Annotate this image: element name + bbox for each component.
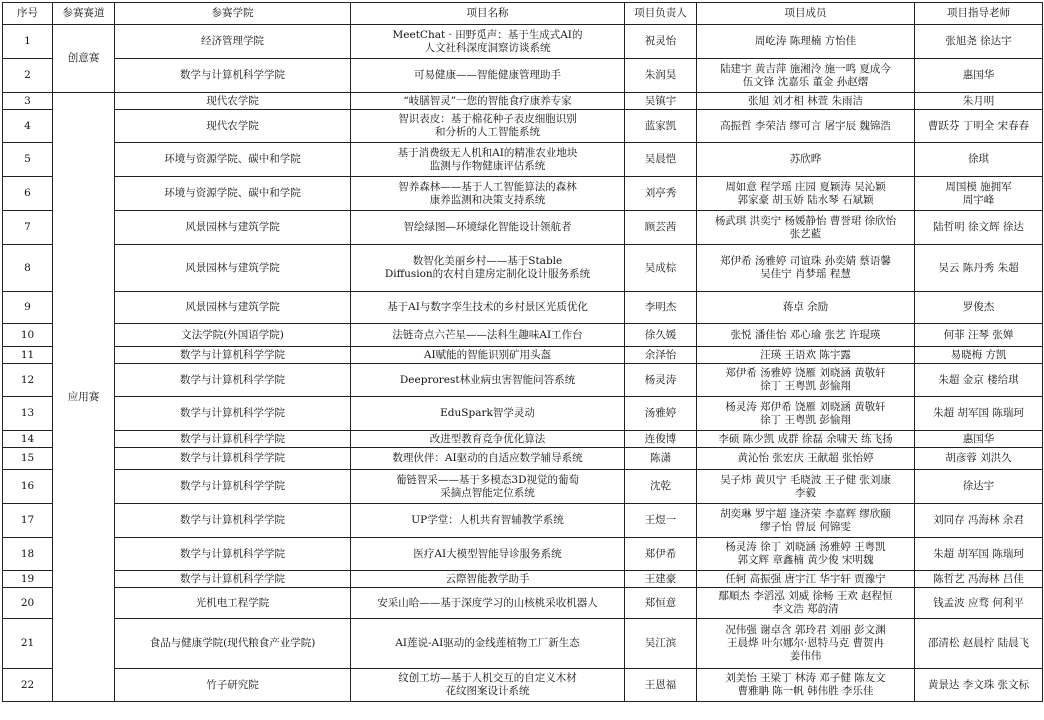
cell-no: 20 bbox=[3, 588, 53, 619]
table-row bbox=[3, 504, 1043, 538]
cell-no: 17 bbox=[3, 504, 53, 538]
cell-project: 数智化美丽乡村——基于Stable Diffusion的农村自建房定制化设计服务系统 bbox=[351, 245, 625, 292]
table-row bbox=[3, 93, 1043, 110]
cell-advisor: 张旭尧 徐达宇 bbox=[915, 25, 1043, 59]
cell-advisor: 黄景达 李文珠 张文标 bbox=[915, 669, 1043, 702]
cell-leader: 朱润昊 bbox=[625, 59, 697, 93]
cell-members: 张旭 刘才相 林萱 朱雨洁 bbox=[697, 93, 915, 110]
cell-advisor: 罗俊杰 bbox=[915, 292, 1043, 324]
cell-project: 法链奇点六芒星——法科生趣味AI工作台 bbox=[351, 324, 625, 347]
cell-members: 吴子炜 黄贝宁 毛晓波 王子健 张刘康 李毅 bbox=[697, 470, 915, 504]
cell-advisor: 惠国华 bbox=[915, 59, 1043, 93]
cell-advisor: 邵清松 赵晨柠 陆晨飞 bbox=[915, 619, 1043, 669]
cell-project: Deeprorest林业病虫害智能问答系统 bbox=[351, 364, 625, 397]
cell-college: 数学与计算机科学学院 bbox=[115, 448, 351, 470]
cell-college: 数学与计算机科学学院 bbox=[115, 470, 351, 504]
cell-advisor: 徐达宇 bbox=[915, 470, 1043, 504]
cell-no: 6 bbox=[3, 177, 53, 211]
cell-leader: 汤雅婷 bbox=[625, 397, 697, 431]
cell-college: 数学与计算机科学学院 bbox=[115, 347, 351, 364]
header-advisor: 项目指导老师 bbox=[915, 3, 1043, 25]
cell-college: 现代农学院 bbox=[115, 110, 351, 143]
header-project: 项目名称 bbox=[351, 3, 625, 25]
table-row bbox=[3, 245, 1043, 292]
cell-project: 可易健康——智能健康管理助手 bbox=[351, 59, 625, 93]
cell-advisor: 朱月明 bbox=[915, 93, 1043, 110]
cell-no: 21 bbox=[3, 619, 53, 669]
table-row bbox=[3, 177, 1043, 211]
cell-leader: 吴成棕 bbox=[625, 245, 697, 292]
cell-no: 16 bbox=[3, 470, 53, 504]
cell-project: 纹创工坊—基于人机交互的自定义木材 花纹图案设计系统 bbox=[351, 669, 625, 702]
cell-project: 改进型教育竞争优化算法 bbox=[351, 431, 625, 448]
cell-leader: 余泽怡 bbox=[625, 347, 697, 364]
cell-leader: 杨灵涛 bbox=[625, 364, 697, 397]
cell-leader: 王建豪 bbox=[625, 571, 697, 588]
cell-no: 8 bbox=[3, 245, 53, 292]
cell-college: 食品与健康学院(现代粮食产业学院) bbox=[115, 619, 351, 669]
table-row bbox=[3, 211, 1043, 245]
cell-project: 基于消费级无人机和AI的精准农业地块 监测与作物健康评估系统 bbox=[351, 143, 625, 177]
cell-college: 数学与计算机科学学院 bbox=[115, 504, 351, 538]
cell-no: 22 bbox=[3, 669, 53, 702]
cell-college: 数学与计算机科学学院 bbox=[115, 431, 351, 448]
cell-no: 14 bbox=[3, 431, 53, 448]
table-row bbox=[3, 59, 1043, 93]
cell-project: MeetChat · 田野觅声：基于生成式AI的 人文社科深度洞察访谈系统 bbox=[351, 25, 625, 59]
cell-advisor: 周国模 施拥军 周宇峰 bbox=[915, 177, 1043, 211]
cell-advisor: 惠国华 bbox=[915, 431, 1043, 448]
cell-advisor: 刘同存 冯海林 余君 bbox=[915, 504, 1043, 538]
cell-advisor: 何菲 汪琴 张婵 bbox=[915, 324, 1043, 347]
cell-college: 数学与计算机科学学院 bbox=[115, 397, 351, 431]
cell-college: 风景园林与建筑学院 bbox=[115, 211, 351, 245]
header-members: 项目成员 bbox=[697, 3, 915, 25]
cell-leader: 王煜一 bbox=[625, 504, 697, 538]
cell-advisor: 胡彦蓉 刘洪久 bbox=[915, 448, 1043, 470]
cell-college: 风景园林与建筑学院 bbox=[115, 245, 351, 292]
cell-members: 高振哲 李荣洁 缪可言 屠宇辰 魏锦浩 bbox=[697, 110, 915, 143]
cell-no: 3 bbox=[3, 93, 53, 110]
header-track: 参赛赛道 bbox=[53, 3, 115, 25]
cell-advisor: 易晓梅 方凯 bbox=[915, 347, 1043, 364]
table-row bbox=[3, 397, 1043, 431]
cell-no: 1 bbox=[3, 25, 53, 59]
cell-college: 环境与资源学院、碳中和学院 bbox=[115, 143, 351, 177]
cell-college: 现代农学院 bbox=[115, 93, 351, 110]
cell-no: 12 bbox=[3, 364, 53, 397]
cell-no: 9 bbox=[3, 292, 53, 324]
cell-project: 智绘绿图—环境绿化智能设计领航者 bbox=[351, 211, 625, 245]
cell-members: 蒋卓 余励 bbox=[697, 292, 915, 324]
cell-project: 基于AI与数字孪生技术的乡村景区光质优化 bbox=[351, 292, 625, 324]
cell-college: 竹子研究院 bbox=[115, 669, 351, 702]
cell-college: 文法学院(外国语学院) bbox=[115, 324, 351, 347]
cell-members: 张悦 潘佳怡 邓心瑜 张艺 许琨瑛 bbox=[697, 324, 915, 347]
cell-members: 苏欣晔 bbox=[697, 143, 915, 177]
cell-no: 18 bbox=[3, 538, 53, 571]
cell-members: 况伟强 谢卓含 郭玲君 刘丽 彭文渊 王晨烨 叶尔娜尔·恩特马克 曹贺冉 姜伟伟 bbox=[697, 619, 915, 669]
table-row bbox=[3, 669, 1043, 702]
cell-advisor: 陈哲艺 冯海林 吕佳 bbox=[915, 571, 1043, 588]
cell-members: 郑伊希 汤雅婷 司谊珠 孙奕婧 蔡语馨 吴佳宁 肖梦瑶 程慧 bbox=[697, 245, 915, 292]
cell-members: 刘美怡 王梁丁 林涛 邓子健 陈友文 曹雅聃 陈一帆 韩伟胜 李乐佳 bbox=[697, 669, 915, 702]
cell-advisor: 朱超 胡军国 陈瑞珂 bbox=[915, 538, 1043, 571]
table-row bbox=[3, 292, 1043, 324]
cell-leader: 祝灵怡 bbox=[625, 25, 697, 59]
cell-no: 10 bbox=[3, 324, 53, 347]
table-row bbox=[3, 364, 1043, 397]
cell-no: 7 bbox=[3, 211, 53, 245]
header-leader: 项目负责人 bbox=[625, 3, 697, 25]
cell-college: 风景园林与建筑学院 bbox=[115, 292, 351, 324]
cell-no: 13 bbox=[3, 397, 53, 431]
cell-project: 云際智能教学助手 bbox=[351, 571, 625, 588]
table-row bbox=[3, 448, 1043, 470]
cell-track: 应用赛 bbox=[53, 93, 115, 702]
cell-no: 4 bbox=[3, 110, 53, 143]
cell-no: 15 bbox=[3, 448, 53, 470]
header-no: 序号 bbox=[3, 3, 53, 25]
header-college: 参赛学院 bbox=[115, 3, 351, 25]
cell-members: 杨灵涛 郑伊希 饶雁 刘晓涵 黄敬轩 徐丁 王粤凯 彭愉翔 bbox=[697, 397, 915, 431]
cell-leader: 陈潇 bbox=[625, 448, 697, 470]
cell-leader: 徐久媛 bbox=[625, 324, 697, 347]
cell-project: 安采山哈——基于深度学习的山核桃采收机器人 bbox=[351, 588, 625, 619]
table-row bbox=[3, 431, 1043, 448]
cell-leader: 连俊博 bbox=[625, 431, 697, 448]
cell-no: 11 bbox=[3, 347, 53, 364]
cell-leader: 沈乾 bbox=[625, 470, 697, 504]
cell-members: 陆建宇 黄吉萍 施湘泠 施一鸣 夏成今 伍文锋 沈嘉乐 董金 孙赵熠 bbox=[697, 59, 915, 93]
cell-project: EduSpark智学灵动 bbox=[351, 397, 625, 431]
table-row bbox=[3, 470, 1043, 504]
cell-members: 周屹涛 陈理楠 方怡佳 bbox=[697, 25, 915, 59]
table-row bbox=[3, 571, 1043, 588]
cell-college: 经济管理学院 bbox=[115, 25, 351, 59]
cell-leader: 王恩福 bbox=[625, 669, 697, 702]
cell-leader: 李明杰 bbox=[625, 292, 697, 324]
cell-leader: 刘亭秀 bbox=[625, 177, 697, 211]
table-row bbox=[3, 25, 1043, 59]
cell-no: 19 bbox=[3, 571, 53, 588]
cell-advisor: 钱孟波 应骛 何利平 bbox=[915, 588, 1043, 619]
cell-members: 郑伊希 汤雅婷 饶雁 刘晓涵 黄敬轩 徐丁 王粤凯 彭愉翔 bbox=[697, 364, 915, 397]
cell-members: 周如意 程学瑶 庄园 夏颖涛 吴沁颖 郭家豪 胡玉娇 陆水琴 石斌颖 bbox=[697, 177, 915, 211]
table-row bbox=[3, 110, 1043, 143]
cell-project: 智养森林——基于人工智能算法的森林 康养监测和决策支持系统 bbox=[351, 177, 625, 211]
cell-project: 数理伙伴：AI驱动的自适应数学辅导系统 bbox=[351, 448, 625, 470]
cell-members: 杨武琪 洪奕宁 杨媛静怡 曹誉珺 徐欣怡 张艺藍 bbox=[697, 211, 915, 245]
cell-members: 任轲 高振强 唐宇江 华宇轩 贾豫宁 bbox=[697, 571, 915, 588]
cell-members: 黄沁怡 张宏庆 王献超 张怡婷 bbox=[697, 448, 915, 470]
table-row bbox=[3, 619, 1043, 669]
cell-leader: 吴镇宇 bbox=[625, 93, 697, 110]
cell-advisor: 徐琪 bbox=[915, 143, 1043, 177]
cell-leader: 郑恒意 bbox=[625, 588, 697, 619]
cell-college: 数学与计算机科学学院 bbox=[115, 571, 351, 588]
cell-leader: 顾芸茜 bbox=[625, 211, 697, 245]
cell-members: 汪瑛 王语欢 陈宇露 bbox=[697, 347, 915, 364]
cell-members: 杨灵涛 徐丁 刘晓涵 汤雅婷 王粤凯 郭文辉 章鑫楠 黄少俊 宋明魏 bbox=[697, 538, 915, 571]
cell-project: UP学堂：人机共育智辅教学系统 bbox=[351, 504, 625, 538]
cell-project: AI莲说-AI驱动的金线莲植物工厂新生态 bbox=[351, 619, 625, 669]
cell-leader: 吴江滨 bbox=[625, 619, 697, 669]
cell-advisor: 吴云 陈丹秀 朱超 bbox=[915, 245, 1043, 292]
cell-college: 光机电工程学院 bbox=[115, 588, 351, 619]
cell-project: 葡链智采——基于多模态3D视觉的葡萄 采摘点智能定位系统 bbox=[351, 470, 625, 504]
cell-leader: 蓝家凯 bbox=[625, 110, 697, 143]
cell-leader: 吴晨恺 bbox=[625, 143, 697, 177]
cell-college: 数学与计算机科学学院 bbox=[115, 538, 351, 571]
cell-project: 医疗AI大模型智能导诊服务系统 bbox=[351, 538, 625, 571]
cell-advisor: 朱超 胡军国 陈瑞珂 bbox=[915, 397, 1043, 431]
cell-members: 鄢順杰 李滔泓 刘威 徐畅 王欢 赵程恒 李文浩 郑韵清 bbox=[697, 588, 915, 619]
cell-advisor: 陆哲明 徐文辉 徐达 bbox=[915, 211, 1043, 245]
cell-project: “岐膳智灵”一您的智能食疗康养专家 bbox=[351, 93, 625, 110]
table-row bbox=[3, 347, 1043, 364]
cell-college: 数学与计算机科学学院 bbox=[115, 59, 351, 93]
table-row bbox=[3, 324, 1043, 347]
cell-track: 创意赛 bbox=[53, 25, 115, 93]
cell-leader: 郑伊希 bbox=[625, 538, 697, 571]
cell-members: 胡奕琳 罗宇超 逢济荣 李嘉辉 缪欣颐 缪子怡 曾辰 何锦雯 bbox=[697, 504, 915, 538]
projects-table bbox=[2, 2, 1043, 702]
cell-no: 2 bbox=[3, 59, 53, 93]
cell-no: 5 bbox=[3, 143, 53, 177]
cell-project: AI赋能的智能识别矿用头盔 bbox=[351, 347, 625, 364]
cell-college: 数学与计算机科学学院 bbox=[115, 364, 351, 397]
cell-advisor: 朱超 金京 楼给琪 bbox=[915, 364, 1043, 397]
table-row bbox=[3, 143, 1043, 177]
cell-college: 环境与资源学院、碳中和学院 bbox=[115, 177, 351, 211]
table-row bbox=[3, 588, 1043, 619]
table-row bbox=[3, 538, 1043, 571]
cell-project: 智识表皮：基于棉花种子表皮细胞识别 和分析的人工智能系统 bbox=[351, 110, 625, 143]
header-row bbox=[3, 3, 1043, 25]
cell-advisor: 曹跃芬 丁明全 宋春春 bbox=[915, 110, 1043, 143]
cell-members: 李硕 陈少凯 成群 徐磊 余啸天 练飞扬 bbox=[697, 431, 915, 448]
